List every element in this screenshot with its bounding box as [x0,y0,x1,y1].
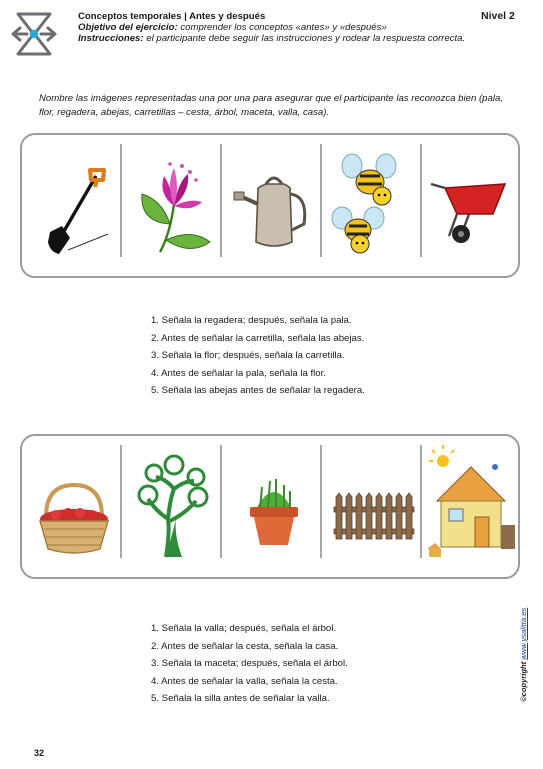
page-title: Conceptos temporales | Antes y después [78,11,266,22]
bees-icon[interactable] [330,144,418,260]
list-item: 2. Antes de señalar la carretilla, señala las abejas. [151,332,365,344]
list-item: 1. Señala la valla; después, señala el árbol. [151,623,337,634]
basket-icon[interactable] [30,445,118,561]
copyright-link[interactable]: www.ysalitta.es [519,607,528,660]
list-item: 4. Antes de señalar la valla, señala la cesta. [151,675,338,687]
instructions-label: Instrucciones: [78,33,144,44]
objective-line [78,22,387,33]
objective-text: comprender los conceptos «antes» y «después» [177,22,387,33]
copyright-label: ©copyright [519,659,528,702]
flower-icon[interactable] [130,144,218,260]
instruction-list-1 [151,312,365,400]
list-item: 2. Antes de señalar la cesta, señala la casa. [151,640,339,652]
separator [220,445,222,558]
image-panel-1 [20,133,520,278]
list-item: 3. Señala la flor; después, señala la carretilla. [151,350,345,362]
level-badge: Nivel 2 [481,10,515,22]
separator [120,144,122,257]
page-number: 32 [34,748,45,758]
copyright-notice [519,597,529,702]
logo-icon [10,10,58,58]
shovel-icon[interactable] [30,144,118,260]
instruction-list-2 [151,620,348,708]
separator [420,144,422,257]
instructions-line [78,33,465,44]
wheelbarrow-icon[interactable] [427,144,515,260]
separator [420,445,422,558]
objective-label: Objetivo del ejercicio: [78,22,178,33]
intro-paragraph: Nombre las imágenes representadas una por una para asegurar que el participante las reconozca bien (pala, flor, regadera, abejas, carretillas – cesta, árbol, maceta, valla, casa). [39,93,503,118]
list-item: 5. Señala la silla antes de señalar la valla. [151,693,330,705]
image-panel-2 [20,434,520,579]
separator [320,144,322,257]
watering-can-icon[interactable] [230,144,318,260]
separator [120,445,122,558]
tree-icon[interactable] [130,445,218,561]
list-item: 3. Señala la maceta; después, señala el árbol. [151,658,348,670]
separator [220,144,222,257]
instructions-text: el participante debe seguir las instrucciones y rodear la respuesta correcta. [143,33,466,44]
fence-icon[interactable] [330,445,418,561]
list-item: 5. Señala las abejas antes de señalar la regadera. [151,385,365,397]
separator [320,445,322,558]
list-item: 4. Antes de señalar la pala, señala la flor. [151,367,326,379]
house-icon[interactable] [427,445,515,561]
flowerpot-icon[interactable] [230,445,318,561]
list-item: 1. Señala la regadera; después, señala la pala. [151,315,352,326]
